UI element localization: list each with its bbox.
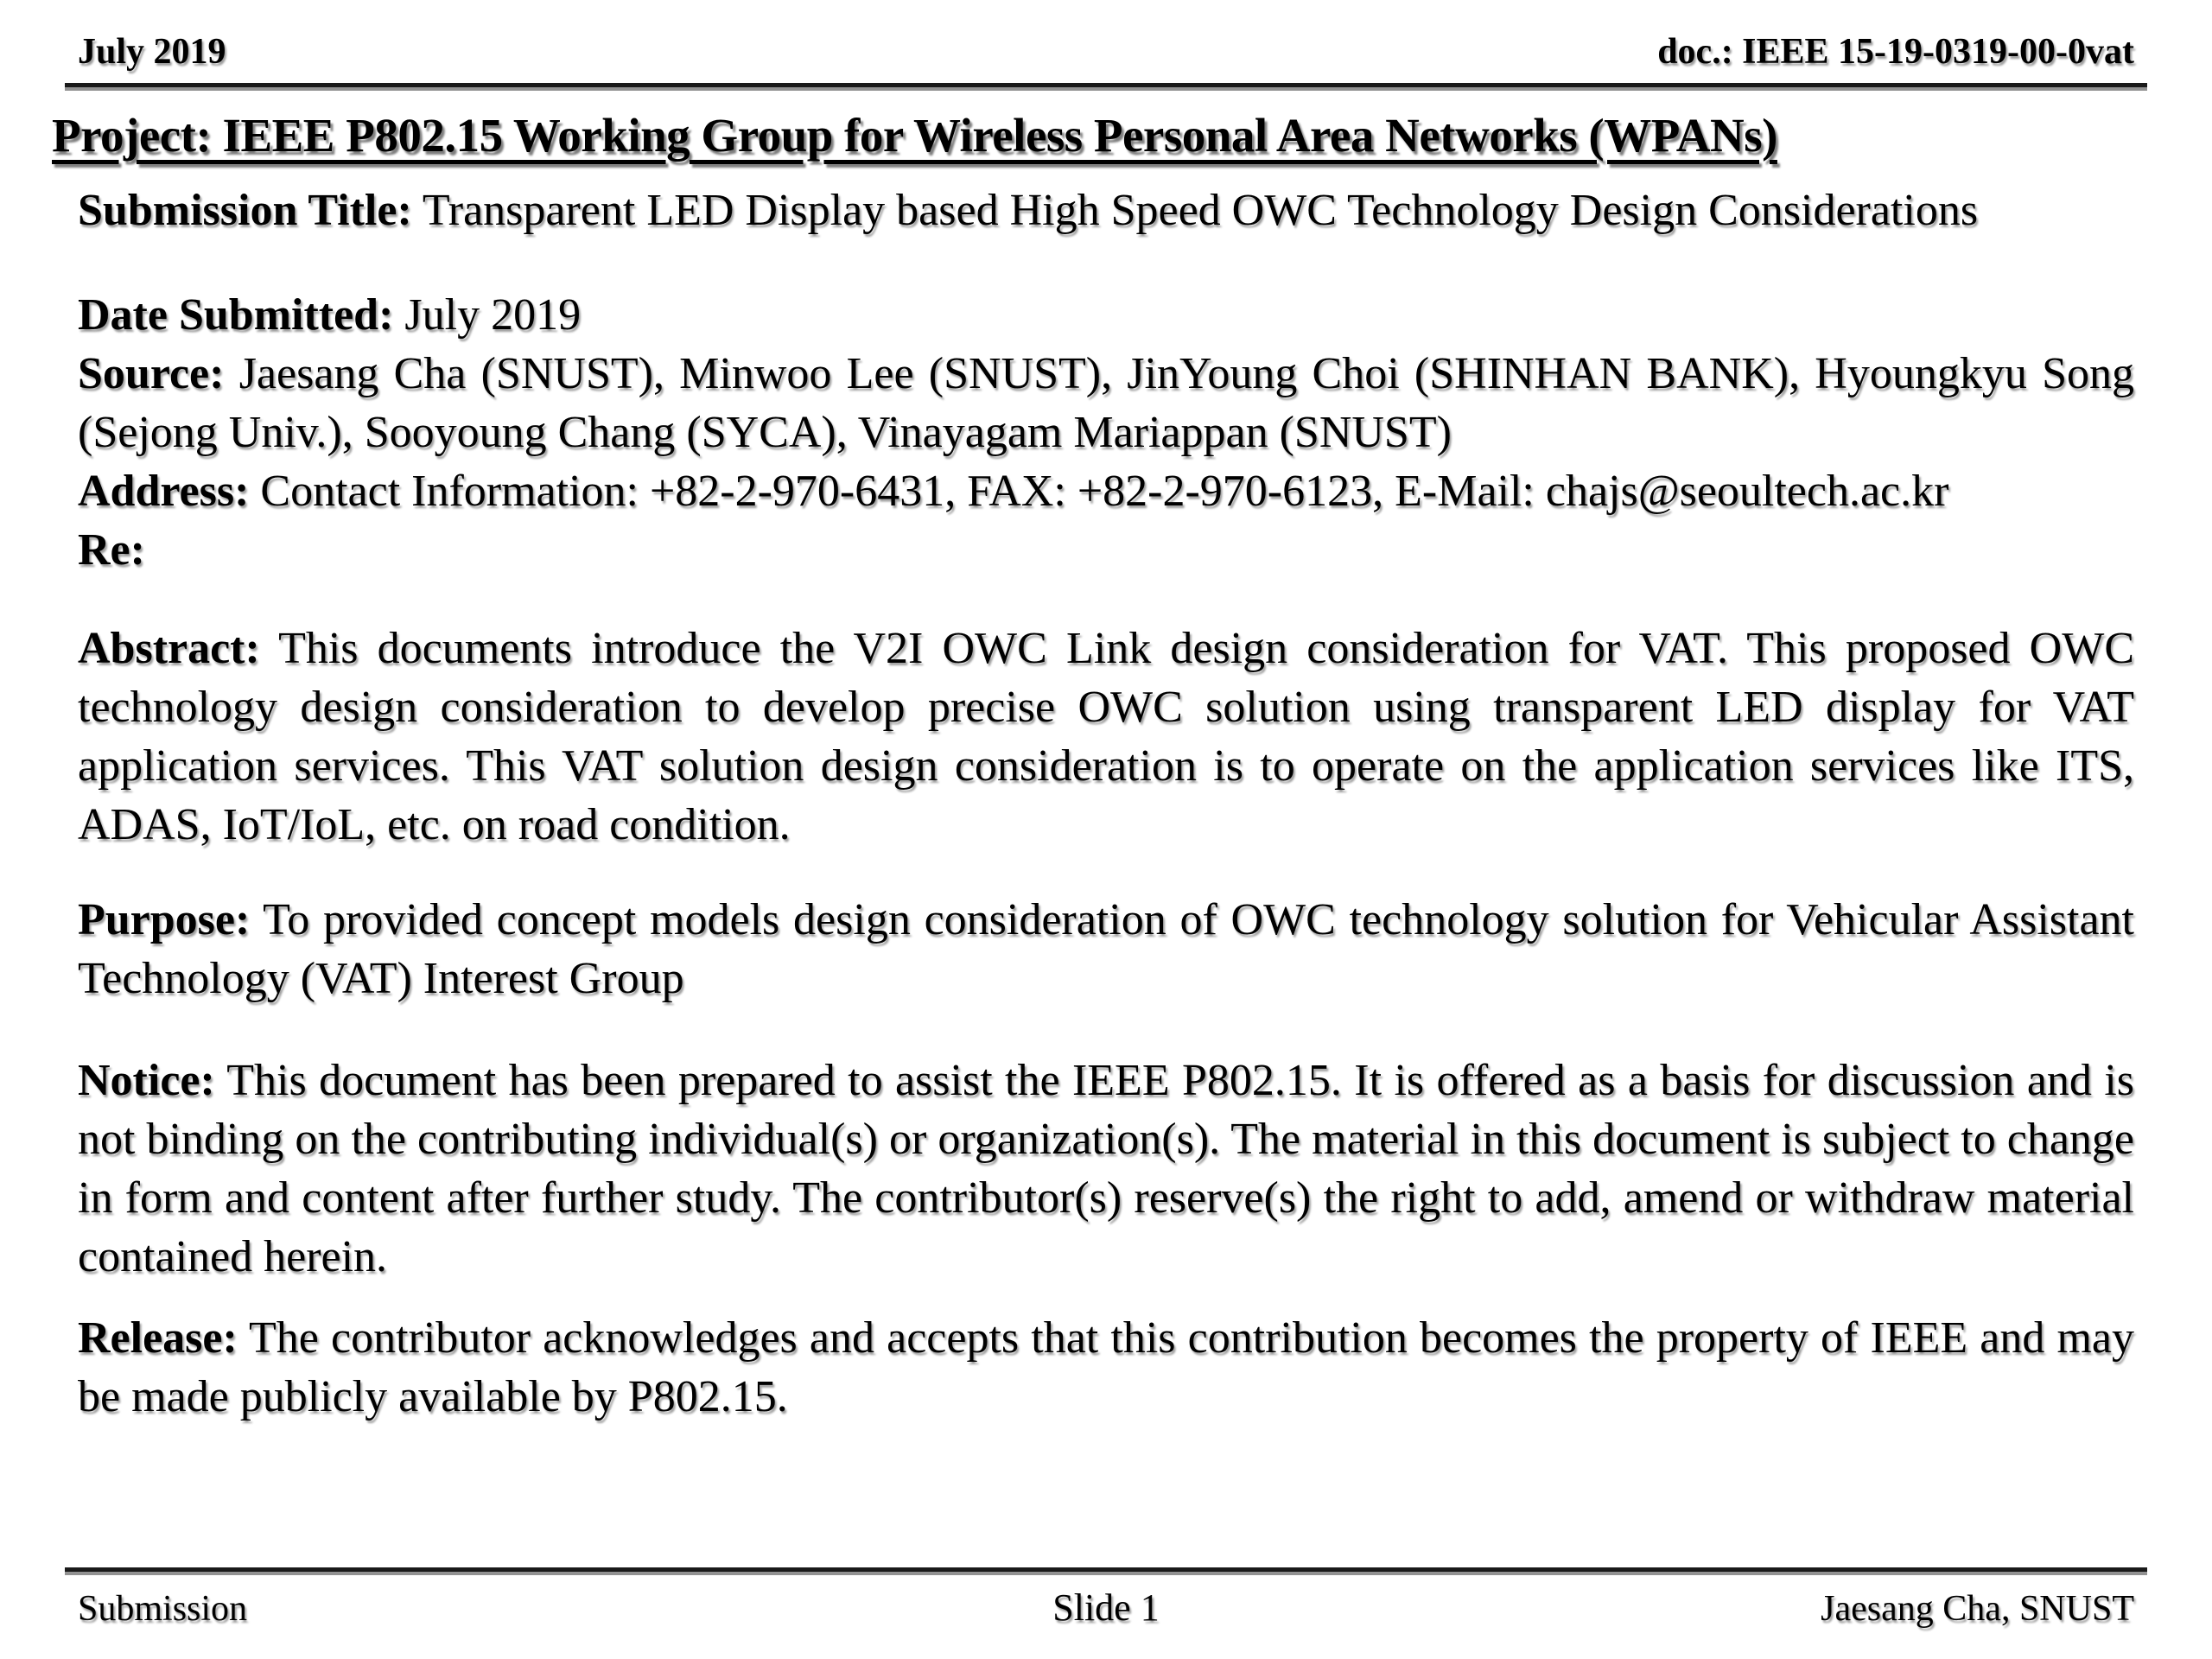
meta-date-submitted bbox=[78, 286, 2134, 345]
notice-label: Notice: bbox=[78, 1056, 215, 1105]
meta-address bbox=[78, 462, 2134, 521]
meta-source bbox=[78, 345, 2134, 462]
purpose-text: To provided concept models design consideration of OWC technology solution for Vehicular Assistant Technology (VAT) Interest Group bbox=[78, 895, 2135, 1003]
purpose-label: Purpose: bbox=[78, 895, 251, 944]
footer-row bbox=[65, 1586, 2147, 1630]
notice-paragraph bbox=[78, 1052, 2134, 1287]
submission-title-text: Transparent LED Display based High Speed OWC Technology Design Considerations bbox=[422, 186, 1979, 235]
footer-author: Jaesang Cha, SNUST bbox=[1821, 1589, 2134, 1629]
page-header bbox=[78, 0, 2134, 73]
abstract-paragraph bbox=[78, 620, 2134, 855]
header-divider bbox=[65, 83, 2147, 87]
footer-slide-number: Slide 1 bbox=[1052, 1586, 1160, 1629]
abstract-label: Abstract: bbox=[78, 624, 260, 673]
header-doc-number: doc.: IEEE 15-19-0319-00-0vat bbox=[1657, 32, 2134, 72]
meta-block bbox=[78, 286, 2134, 580]
meta-address-label: Address: bbox=[78, 467, 250, 516]
meta-source-text: Jaesang Cha (SNUST), Minwoo Lee (SNUST), JinYoung Choi (SHINHAN BANK), Hyoungkyu Song (Sejong Univ.), Sooyoung Chang (SYCA), Vinayagam Mariappan (SNUST) bbox=[78, 349, 2134, 457]
meta-address-text: Contact Information: +82-2-970-6431, FAX: +82-2-970-6123, E-Mail: chajs@seoultech.ac.kr bbox=[260, 467, 1949, 516]
release-paragraph bbox=[78, 1309, 2134, 1427]
header-date: July 2019 bbox=[78, 32, 226, 72]
abstract-text: This documents introduce the V2I OWC Link design consideration for VAT. This proposed OWC technology design consideration to develop precise OWC solution using transparent LED display for VAT application services. This VAT solution design consideration is to operate on the application services like ITS, ADAS, IoT/IoL, etc. on road condition. bbox=[78, 624, 2134, 849]
notice-text: This document has been prepared to assist the IEEE P802.15. It is offered as a basis for discussion and is not binding on the contributing individual(s) or organization(s). The material in this document is subject to change in form and content after further study. The contributor(s) reserve(s) the right to add, amend or withdraw material contained herein. bbox=[78, 1056, 2134, 1281]
release-text: The contributor acknowledges and accepts that this contribution becomes the property of IEEE and may be made publicly available by P802.15. bbox=[78, 1313, 2135, 1421]
meta-source-label: Source: bbox=[78, 349, 225, 398]
page-footer bbox=[65, 1567, 2147, 1630]
purpose-paragraph bbox=[78, 891, 2134, 1008]
meta-re-label: Re: bbox=[78, 525, 145, 575]
submission-title-label: Submission Title: bbox=[78, 186, 412, 235]
meta-date-submitted-text: July 2019 bbox=[404, 290, 582, 340]
meta-re bbox=[78, 521, 2134, 580]
release-label: Release: bbox=[78, 1313, 238, 1363]
slide-title: Project: IEEE P802.15 Working Group for Wireless Personal Area Networks (WPANs) bbox=[52, 109, 1777, 162]
footer-divider bbox=[65, 1567, 2147, 1572]
footer-submission-label: Submission bbox=[78, 1589, 248, 1629]
submission-title-line bbox=[78, 185, 2134, 236]
meta-date-submitted-label: Date Submitted: bbox=[78, 290, 394, 340]
